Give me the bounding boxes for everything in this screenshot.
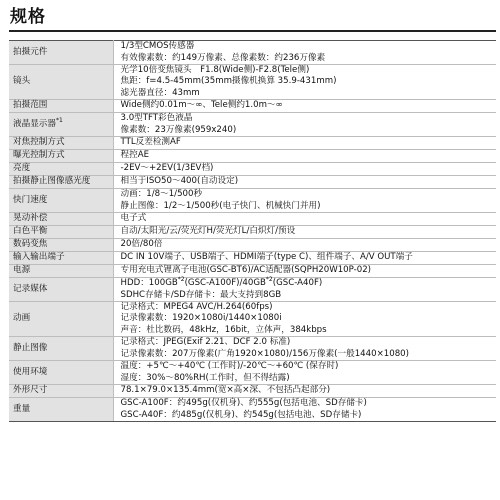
spec-label	[9, 176, 113, 189]
spec-label	[9, 213, 113, 226]
spec-row	[9, 239, 496, 252]
spec-row	[9, 189, 496, 213]
spec-value-fragment: (GSC-A40F)	[272, 278, 323, 289]
spec-value	[113, 213, 496, 226]
spec-label-text: 亮度	[13, 163, 31, 174]
spec-row	[9, 100, 496, 113]
spec-value-line: SDHC存储卡/SD存储卡：最大支持到8GB	[120, 289, 282, 300]
spec-label-text: 数码变焦	[13, 239, 48, 250]
spec-label-text: 晃动补偿	[13, 213, 48, 224]
spec-label-text: 拍摄范围	[13, 100, 48, 111]
spec-label-text: 输入输出端子	[13, 252, 65, 263]
spec-row	[9, 385, 496, 398]
spec-label-text: 对焦控制方式	[13, 137, 65, 148]
spec-value-line: 20倍/80倍	[120, 239, 163, 250]
spec-label	[9, 337, 113, 361]
spec-value-line: 自动/太阳光/云/荧光灯H/荧光灯L/白炽灯/预设	[120, 226, 296, 237]
spec-value-line: Wide侧约0.01m～∞、Tele侧约1.0m～∞	[120, 100, 283, 111]
spec-value	[113, 239, 496, 252]
spec-row	[9, 150, 496, 163]
spec-value	[113, 265, 496, 278]
spec-label	[9, 113, 113, 137]
spec-value-line: 像素数：23万像素(959x240)	[120, 124, 237, 135]
spec-value-fragment: HDD：100GB	[120, 278, 178, 289]
spec-row	[9, 252, 496, 265]
spec-value	[113, 113, 496, 137]
spec-row	[9, 337, 496, 361]
spec-label	[9, 265, 113, 278]
spec-label-text: 曝光控制方式	[13, 150, 65, 161]
spec-row	[9, 41, 496, 65]
spec-label-text: 重量	[13, 403, 31, 414]
spec-row	[9, 398, 496, 422]
spec-value	[113, 41, 496, 65]
spec-value-line: 湿度：30%～80%RH(工作时，但不得结露)	[120, 372, 290, 383]
spec-value-line: 声音：杜比数码，48kHz，16bit，立体声，384kbps	[120, 324, 327, 335]
spec-value-line: -2EV～+2EV(1/3EV档)	[120, 163, 214, 174]
footnote-marker: *2	[177, 276, 185, 284]
spec-value	[113, 189, 496, 213]
spec-value	[113, 337, 496, 361]
spec-label-text: 白色平衡	[13, 226, 48, 237]
spec-value-line: 电子式	[120, 213, 147, 224]
spec-label-text: 镜头	[13, 76, 31, 87]
footnote-marker: *2	[265, 276, 273, 284]
spec-row	[9, 163, 496, 176]
spec-label	[9, 302, 113, 337]
spec-row	[9, 137, 496, 150]
spec-value-line: 动画：1/8～1/500秒	[120, 189, 203, 200]
spec-label	[9, 100, 113, 113]
spec-label	[9, 385, 113, 398]
spec-value	[113, 163, 496, 176]
spec-label-text: 拍摄静止图像感光度	[13, 176, 91, 187]
spec-value	[113, 176, 496, 189]
spec-value-line: 记录像素数：207万像素(广角1920×1080)/156万像素(一般1440×1080)	[120, 348, 409, 359]
spec-value-line: 静止图像：1/2～1/500秒(电子快门、机械快门并用)	[120, 200, 321, 211]
footnote-marker: *1	[55, 116, 63, 124]
spec-value-line: 程控AE	[120, 150, 149, 161]
spec-value-line: 滤光器直径：43mm	[120, 87, 200, 98]
spec-row	[9, 213, 496, 226]
spec-value-line: 光学10倍变焦镜头 F1.8(Wide侧)-F2.8(Tele侧)	[120, 65, 310, 76]
spec-label	[9, 41, 113, 65]
spec-value-fragment: (GSC-A100F)/40GB	[184, 278, 266, 289]
spec-row	[9, 302, 496, 337]
spec-value-line: 3.0型TFT彩色液晶	[120, 113, 193, 124]
spec-value-line: 有效像素数：约149万像素、总像素数：约236万像素	[120, 52, 326, 63]
spec-label-text: 动画	[13, 313, 31, 324]
spec-label-text: 使用环境	[13, 366, 48, 377]
spec-label-text: 快门速度	[13, 194, 48, 205]
spec-value-line: 78.1×79.0×135.4mm(宽×高×深、不包括凸起部分)	[120, 385, 331, 396]
spec-value	[113, 100, 496, 113]
spec-label	[9, 278, 113, 302]
spec-label-text: 记录媒体	[13, 283, 48, 294]
spec-label	[9, 226, 113, 239]
spec-label	[9, 239, 113, 252]
spec-row	[9, 176, 496, 189]
spec-value-line: 焦距：f=4.5-45mm(35mm摄像机换算 35.9-431mm)	[120, 76, 337, 87]
spec-table	[9, 40, 496, 422]
spec-label-text: 拍摄元件	[13, 46, 48, 57]
spec-label	[9, 137, 113, 150]
spec-value	[113, 137, 496, 150]
spec-value	[113, 302, 496, 337]
spec-label	[9, 163, 113, 176]
spec-row	[9, 278, 496, 302]
spec-label	[9, 398, 113, 422]
spec-row	[9, 113, 496, 137]
spec-label-text: 液晶显示器	[13, 118, 56, 129]
spec-value-line: GSC-A100F：约495g(仅机身)、约555g(包括电池、SD存储卡)	[120, 398, 367, 409]
spec-value-line: 专用充电式锂离子电池(GSC-BT6)/AC适配器(SQPH20W10P-02)	[120, 265, 372, 276]
spec-label	[9, 189, 113, 213]
spec-label-text: 外形尺寸	[13, 385, 48, 396]
spec-label	[9, 361, 113, 385]
spec-row	[9, 265, 496, 278]
spec-value	[113, 361, 496, 385]
spec-value	[113, 398, 496, 422]
spec-value-line: 1/3型CMOS传感器	[120, 41, 195, 52]
spec-value-line: 记录格式：JPEG(Exif 2.21、DCF 2.0 标准)	[120, 337, 291, 348]
spec-row	[9, 361, 496, 385]
spec-value-line: 相当于ISO50～400(自动设定)	[120, 176, 239, 187]
spec-label	[9, 150, 113, 163]
spec-value-line: 记录格式：MPEG4 AVC/H.264(60fps)	[120, 302, 273, 313]
title-rule	[9, 30, 496, 32]
spec-value-line: DC IN 10V端子、USB端子、HDMI端子(type C)、组件端子、A/V OUT端子	[120, 252, 413, 263]
spec-value	[113, 226, 496, 239]
spec-value-line: 记录像素数：1920×1080i/1440×1080i	[120, 313, 282, 324]
spec-row	[9, 226, 496, 239]
page-title: 规格	[10, 7, 46, 27]
spec-value-line: 温度：+5℃～+40℃ (工作时)/-20℃～+60℃ (保存时)	[120, 361, 339, 372]
spec-label-text: 静止图像	[13, 342, 48, 353]
spec-value	[113, 65, 496, 100]
spec-label	[9, 65, 113, 100]
spec-value	[113, 385, 496, 398]
spec-value-line: GSC-A40F：约485g(仅机身)、约545g(包括电池、SD存储卡)	[120, 409, 362, 420]
spec-value	[113, 252, 496, 265]
spec-value-line	[121, 278, 497, 289]
spec-value-line: TTL反差检测AF	[120, 137, 181, 148]
spec-value	[113, 278, 496, 302]
spec-value	[113, 150, 496, 163]
spec-label	[9, 252, 113, 265]
spec-row	[9, 65, 496, 100]
spec-label-text: 电源	[13, 265, 31, 276]
